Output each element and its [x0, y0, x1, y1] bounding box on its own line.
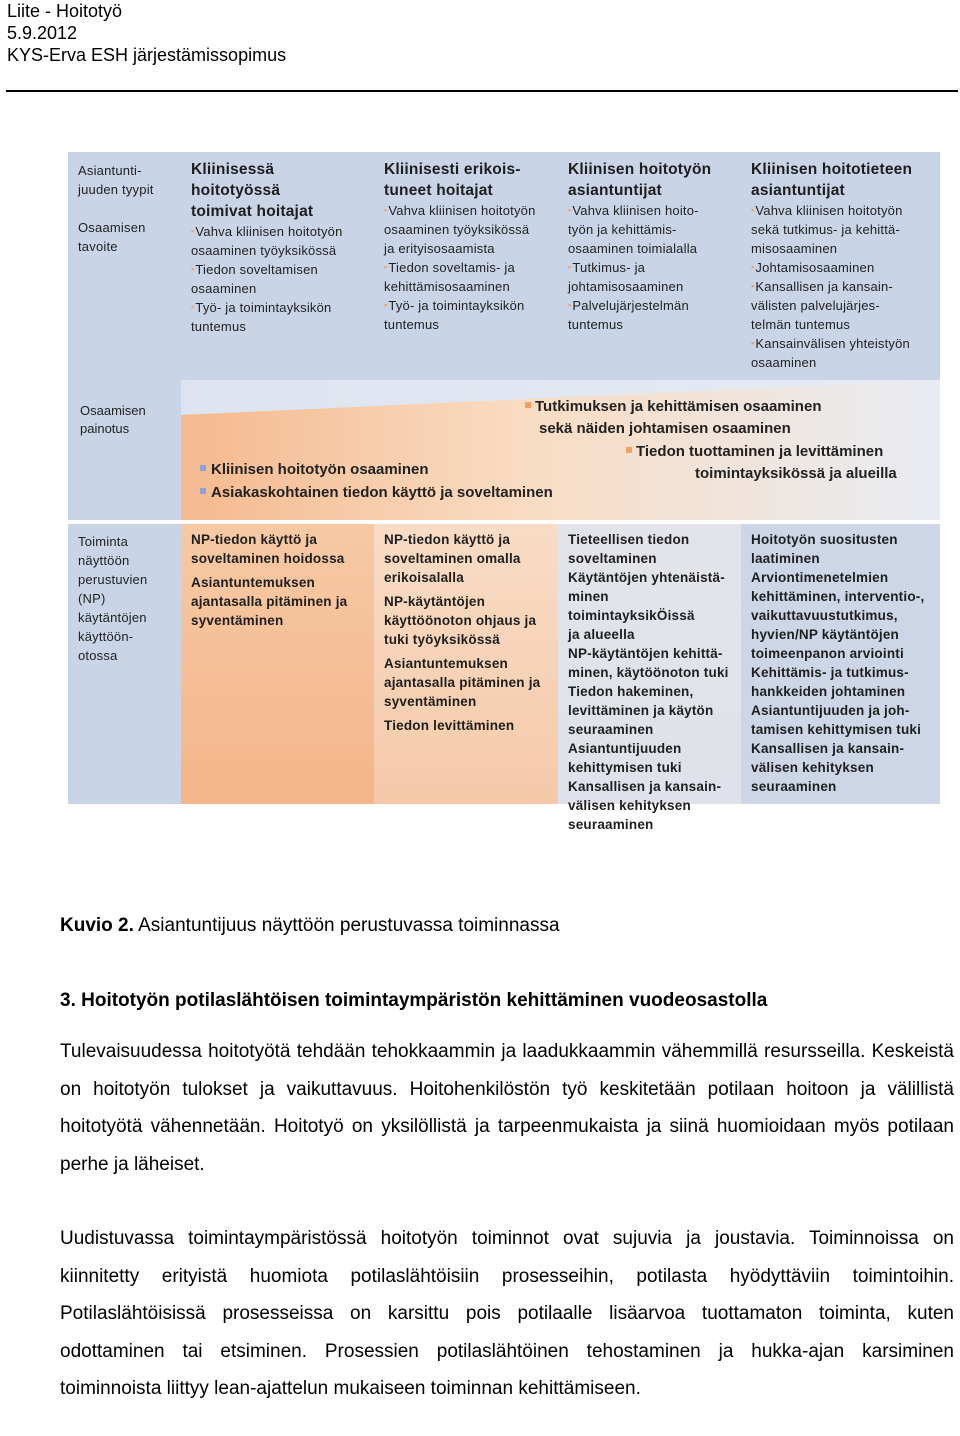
- activity-line: NP-tiedon käyttö ja: [191, 532, 318, 547]
- column-title: asiantuntijat: [751, 182, 845, 199]
- column-science-experts: [741, 152, 940, 380]
- bullet-item-cont: osaaminen työyksikössä: [191, 243, 337, 258]
- activity-line: Kehittämis- ja tutkimus-: [751, 665, 909, 680]
- activity-line: Asiantuntijuuden: [568, 741, 682, 756]
- header-divider: [6, 90, 958, 92]
- emphasis-client: Asiakaskohtainen tiedon käyttö ja soveltaminen: [200, 482, 553, 504]
- bullet-item: ▪ Työ- ja toimintayksikön: [191, 298, 366, 317]
- activity-line: erikoisalalla: [384, 570, 464, 585]
- bullet-item-cont: misosaaminen: [751, 241, 838, 256]
- bullet-icon: [626, 447, 632, 453]
- activity-line: syventäminen: [191, 613, 284, 628]
- activity-line: Asiantuntemuksen: [384, 656, 508, 671]
- activity-line: hankkeiden johtaminen: [751, 684, 906, 699]
- label-line: juuden tyypit: [78, 182, 154, 197]
- bullet-item: ▪ Vahva kliinisen hoitotyön: [384, 201, 550, 220]
- bullet-item: ▪ Työ- ja toimintayksikön: [384, 296, 550, 315]
- bullet-item: ▪ Tutkimus- ja: [568, 258, 733, 277]
- activity-line: vaikuttavuustutkimus,: [751, 608, 898, 623]
- bullet-item-cont: kehittämisosaaminen: [384, 279, 510, 294]
- activity-col-1: [181, 524, 374, 804]
- emphasis-research: Tutkimuksen ja kehittämisen osaaminen: [525, 396, 821, 418]
- label-line: käytäntöjen: [78, 610, 147, 625]
- bullet-item-cont: johtamisosaaminen: [568, 279, 684, 294]
- activity-line: ajantasalla pitäminen ja: [384, 675, 541, 690]
- column-title: Kliinisesti erikois-: [384, 161, 521, 178]
- paragraph-2: Uudistuvassa toimintaympäristössä hoitotyön toiminnot ovat sujuvia ja joustavia. Toiminnoissa on kiinnitetty erityistä huomiota potilaslähtöisiin prosesseihin, potilasta hyödyttäviin toimintoihin. Potilaslähtöisissä prosesseissa on karsittu pois potilaalle lisäarvoa tuottamaton toiminta, kuten odottaminen tai etsiminen. Prosessien potilaslähtöinen tehostaminen ja hukka-ajan karsiminen toiminnoista liittyy lean-ajattelun mukaiseen toiminnan kehittämiseen.: [60, 1228, 954, 1399]
- paragraph-1: Tulevaisuudessa hoitotyötä tehdään tehokkaammin ja laadukkaammin vähemmillä resursseilla. Keskeistä on hoitotyön tulokset ja vaikuttavuus. Hoitohenkilöstön työ keskitetään potilaan hoitoon ja välillistä hoitotyötä vähennetään. Hoitotyö on yksilöllistä ja tarpeenmukaista ja siinä huomioidaan myös potilaan perhe ja läheiset.: [60, 1041, 954, 1175]
- activity-line: Hoitotyön suositusten: [751, 532, 898, 547]
- label-line: näyttöön: [78, 553, 130, 568]
- activity-line: Kansallisen ja kansain-: [751, 741, 905, 756]
- figure-row-label-top: [68, 152, 181, 380]
- label-line: tavoite: [78, 239, 118, 254]
- bullet-icon: [525, 402, 531, 408]
- activity-line: käyttöönoton ohjaus ja: [384, 613, 537, 628]
- activity-line: Asiantuntijuuden ja joh-: [751, 703, 910, 718]
- activity-line: Tiedon levittäminen: [384, 718, 515, 733]
- activity-line: minen, käytöönoton tuki: [568, 665, 729, 680]
- column-title: Kliinisessä hoitotyössä: [191, 161, 281, 199]
- column-title: Kliinisen hoitotieteen: [751, 161, 913, 178]
- activity-line: seuraaminen: [568, 722, 654, 737]
- bullet-item-cont: välisten palvelujärjes-: [751, 298, 880, 313]
- bullet-item: ▪ Palvelujärjestelmän: [568, 296, 733, 315]
- bullet-item: ▪ Vahva kliinisen hoitotyön: [191, 222, 366, 241]
- bullet-item: ▪ Vahva kliinisen hoito-: [568, 201, 733, 220]
- activity-line: laatiminen: [751, 551, 820, 566]
- bullet-item: ▪ Kansallisen ja kansain-: [751, 277, 932, 296]
- header-date: 5.9.2012: [7, 23, 78, 43]
- bullet-item-cont: tuntemus: [384, 317, 440, 332]
- figure-row-label-mid: [68, 380, 181, 520]
- label-line: Asiantunti-: [78, 163, 142, 178]
- bullet-item-cont: osaaminen työyksikössä: [384, 222, 530, 237]
- figure-caption: [60, 915, 560, 937]
- label-line: painotus: [80, 421, 130, 436]
- activity-line: tamisen kehittymisen tuki: [751, 722, 922, 737]
- activity-line: kehittäminen, interventio-,: [751, 589, 925, 604]
- activity-line: tuki työyksikössä: [384, 632, 500, 647]
- label-line: käyttöön-: [78, 629, 134, 644]
- bullet-item-cont: sekä tutkimus- ja kehittä-: [751, 222, 900, 237]
- section-heading: 3. Hoitotyön potilaslähtöisen toimintaympäristön kehittäminen vuodeosastolla: [60, 990, 768, 1011]
- activity-line: NP-käytäntöjen: [384, 594, 486, 609]
- bullet-item-cont: osaaminen: [191, 281, 257, 296]
- activity-line: seuraaminen: [568, 817, 654, 832]
- bullet-icon: [200, 488, 206, 494]
- activity-line: seuraaminen: [751, 779, 837, 794]
- activity-line: välisen kehityksen: [568, 798, 691, 813]
- bullet-item: ▪ Tiedon soveltamis- ja: [384, 258, 550, 277]
- activity-line: hyvien/NP käytäntöjen: [751, 627, 899, 642]
- label-line: (NP): [78, 591, 106, 606]
- bullet-item: ▪ Tiedon soveltamisen: [191, 260, 366, 279]
- label-line: Osaamisen: [78, 220, 146, 235]
- bullet-item-cont: osaaminen toimialalla: [568, 241, 698, 256]
- activity-line: minen toimintayksikÖissä: [568, 589, 695, 623]
- activity-line: syventäminen: [384, 694, 477, 709]
- activity-line: soveltaminen omalla: [384, 551, 521, 566]
- column-title: toimivat hoitajat: [191, 203, 314, 220]
- column-clinical-experts: [558, 152, 741, 380]
- figure-row-label-bottom: [68, 524, 181, 804]
- bullet-item-cont: tuntemus: [191, 319, 247, 334]
- activity-line: välisen kehityksen: [751, 760, 874, 775]
- bullet-item: ▪ Vahva kliinisen hoitotyön: [751, 201, 932, 220]
- activity-line: ajantasalla pitäminen ja: [191, 594, 348, 609]
- bullet-icon: [200, 465, 206, 471]
- column-title: tuneet hoitajat: [384, 182, 493, 199]
- activity-line: Tiedon hakeminen,: [568, 684, 694, 699]
- label-line: Toiminta: [78, 534, 129, 549]
- activity-col-3: [558, 524, 741, 832]
- bullet-item: ▪ Johtamisosaaminen: [751, 258, 932, 277]
- bullet-item-cont: työn ja kehittämis-: [568, 222, 677, 237]
- caption-label: Kuvio 2.: [60, 915, 134, 936]
- label-line: otossa: [78, 648, 118, 663]
- bullet-item-cont: telmän tuntemus: [751, 317, 851, 332]
- activity-line: Käytäntöjen yhtenäistä-: [568, 570, 725, 585]
- activity-line: soveltaminen: [568, 551, 657, 566]
- activity-line: Asiantuntemuksen: [191, 575, 315, 590]
- emphasis-research-cont: sekä näiden johtamisen osaaminen: [539, 420, 791, 437]
- bullet-item-cont: tuntemus: [568, 317, 624, 332]
- emphasis-knowledge: Tiedon tuottaminen ja levittäminen: [626, 441, 883, 463]
- label-line: perustuvien: [78, 572, 148, 587]
- activity-line: levittäminen ja käytön: [568, 703, 714, 718]
- bullet-item-cont: ja erityisosaamista: [384, 241, 495, 256]
- bullet-item: ▪ Kansainvälisen yhteistyön: [751, 334, 932, 353]
- activity-col-4: [741, 524, 940, 804]
- label-line: Osaamisen: [80, 403, 146, 418]
- header-title: Liite - Hoitotyö: [7, 1, 123, 21]
- activity-col-2: [374, 524, 558, 804]
- caption-text: Asiantuntijuus näyttöön perustuvassa toiminnassa: [133, 915, 560, 936]
- document-header: [7, 0, 286, 66]
- emphasis-clinical: Kliinisen hoitotyön osaaminen: [200, 459, 429, 481]
- activity-line: toimeenpanon arviointi: [751, 646, 904, 661]
- activity-line: Arviontimenetelmien: [751, 570, 889, 585]
- emphasis-knowledge-cont: toimintayksikössä ja alueilla: [695, 465, 897, 482]
- expertise-figure: [68, 152, 940, 832]
- activity-line: soveltaminen hoidossa: [191, 551, 345, 566]
- activity-line: Tieteellisen tiedon: [568, 532, 690, 547]
- header-subtitle: KYS-Erva ESH järjestämissopimus: [7, 45, 287, 65]
- column-title: asiantuntijat: [568, 182, 662, 199]
- column-clinical-nurses: [181, 152, 374, 380]
- activity-line: ja alueella: [568, 627, 635, 642]
- activity-line: NP-käytäntöjen kehittä-: [568, 646, 723, 661]
- column-title: Kliinisen hoitotyön: [568, 161, 712, 178]
- column-specialized-nurses: [374, 152, 558, 380]
- bullet-item-cont: osaaminen: [751, 355, 817, 370]
- activity-line: NP-tiedon käyttö ja: [384, 532, 511, 547]
- activity-line: Kansallisen ja kansain-: [568, 779, 722, 794]
- activity-line: kehittymisen tuki: [568, 760, 682, 775]
